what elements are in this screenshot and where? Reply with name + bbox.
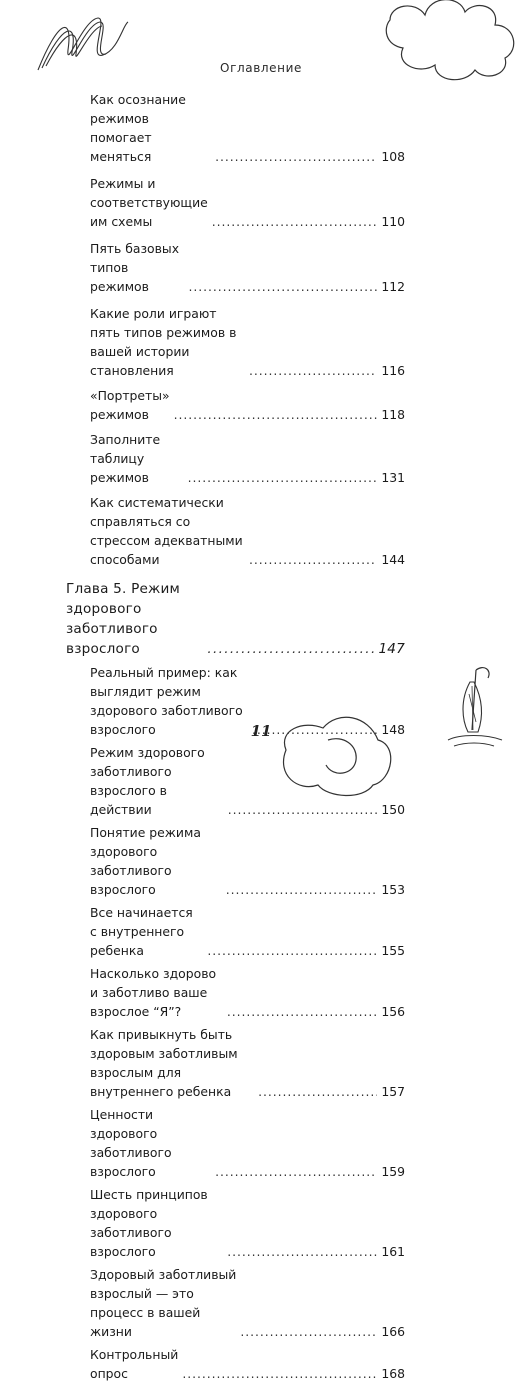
toc-entry-page: 131	[381, 470, 405, 485]
toc-entry[interactable]	[90, 1025, 405, 1101]
toc-entry[interactable]	[90, 1185, 405, 1261]
toc-entry[interactable]	[90, 493, 405, 569]
dot-leader	[240, 1322, 377, 1341]
toc-entry[interactable]	[90, 964, 405, 1021]
dot-leader	[189, 277, 378, 296]
toc-entry-title: Все начинается с внутреннего ребенка	[90, 905, 193, 958]
toc-entry-page: 150	[381, 802, 405, 817]
toc-entry-title: Ценности здорового заботливого взрослого	[90, 1107, 172, 1179]
umbrella-doodle	[440, 660, 510, 760]
toc-entry-page: 148	[381, 722, 405, 737]
toc-entry-page: 144	[381, 552, 405, 567]
toc-entry-page: 157	[381, 1084, 405, 1099]
toc-entry-title: Здоровый заботливый взрослый — это процесс в вашей жизни	[90, 1267, 237, 1339]
toc-entry[interactable]	[90, 1265, 405, 1341]
toc-entry-page: 147	[378, 641, 405, 657]
toc-entry-title: Насколько здорово и заботливо ваше взрослое “Я”?	[90, 966, 217, 1019]
dot-leader	[207, 941, 377, 960]
toc-entry-page: 159	[381, 1164, 405, 1179]
toc-entry[interactable]	[90, 743, 405, 819]
toc-entry[interactable]	[90, 903, 405, 960]
dot-leader	[226, 880, 378, 899]
toc-entry-page: 118	[381, 407, 405, 422]
dot-leader	[227, 1002, 377, 1021]
toc-entry-page: 116	[381, 363, 405, 378]
toc-entry-page: 168	[381, 1366, 405, 1381]
dot-leader	[249, 361, 377, 380]
dot-leader	[228, 800, 378, 819]
toc-entry-page: 155	[381, 943, 405, 958]
toc-entry-title: Шесть принципов здорового заботливого взрослого	[90, 1187, 208, 1259]
toc-entry-page: 161	[381, 1244, 405, 1259]
dot-leader	[249, 550, 377, 569]
toc-entry-title: Как осознание режимов помогает меняться	[90, 92, 186, 164]
toc-entry-title: Контрольный опрос	[90, 1347, 179, 1381]
page-number: 11	[250, 722, 272, 740]
toc-entry[interactable]	[90, 174, 405, 231]
toc-entry-page: 153	[381, 882, 405, 897]
toc-entry-title: Понятие режима здорового заботливого взрослого	[90, 825, 201, 897]
dot-leader	[207, 639, 374, 659]
toc-entry[interactable]	[90, 304, 405, 380]
dot-leader	[212, 212, 378, 231]
toc-entry[interactable]	[90, 1105, 405, 1181]
dot-leader	[227, 1242, 377, 1261]
running-head: Оглавление	[220, 61, 302, 75]
toc-entry-title: Как привыкнуть быть здоровым заботливым взрослым для внутреннего ребенка	[90, 1027, 238, 1099]
dot-leader	[174, 405, 378, 424]
toc-entry-title: Заполните таблицу режимов	[90, 432, 161, 485]
toc-entry-title: Пять базовых типов режимов	[90, 241, 180, 294]
toc-entry-title: Режим здорового заботливого взрослого в действии	[90, 745, 205, 817]
toc-entry-title: Какие роли играют пять типов режимов в вашей истории становления	[90, 306, 237, 378]
dot-leader	[215, 147, 377, 166]
toc-entry-page: 156	[381, 1004, 405, 1019]
dot-leader	[215, 1162, 377, 1181]
toc-entry-title: Как систематически справляться со стрессом адекватными способами	[90, 495, 243, 567]
dot-leader	[188, 468, 378, 487]
toc-entry-title: «Портреты» режимов	[90, 388, 170, 422]
chapter-title: Глава 5. Режим здорового заботливого взрослого	[66, 581, 180, 657]
dot-leader	[258, 1082, 377, 1101]
toc-entry-title: Реальный пример: как выглядит режим здорового заботливого взрослого	[90, 665, 243, 737]
toc-entry[interactable]	[90, 823, 405, 899]
toc-entry-page: 110	[381, 214, 405, 229]
toc-entry-page: 108	[381, 149, 405, 164]
toc-entry[interactable]	[90, 430, 405, 487]
toc-entry[interactable]	[90, 386, 405, 424]
toc-entry[interactable]	[90, 90, 405, 166]
toc-entry[interactable]	[90, 239, 405, 296]
toc-entry-page: 166	[381, 1324, 405, 1339]
toc-entry-title: Режимы и соответствующие им схемы	[90, 176, 208, 229]
toc-chapter-entry[interactable]	[66, 579, 405, 659]
dot-leader	[182, 1364, 377, 1383]
toc-entry-page: 112	[381, 279, 405, 294]
toc-entry[interactable]	[90, 1345, 405, 1383]
